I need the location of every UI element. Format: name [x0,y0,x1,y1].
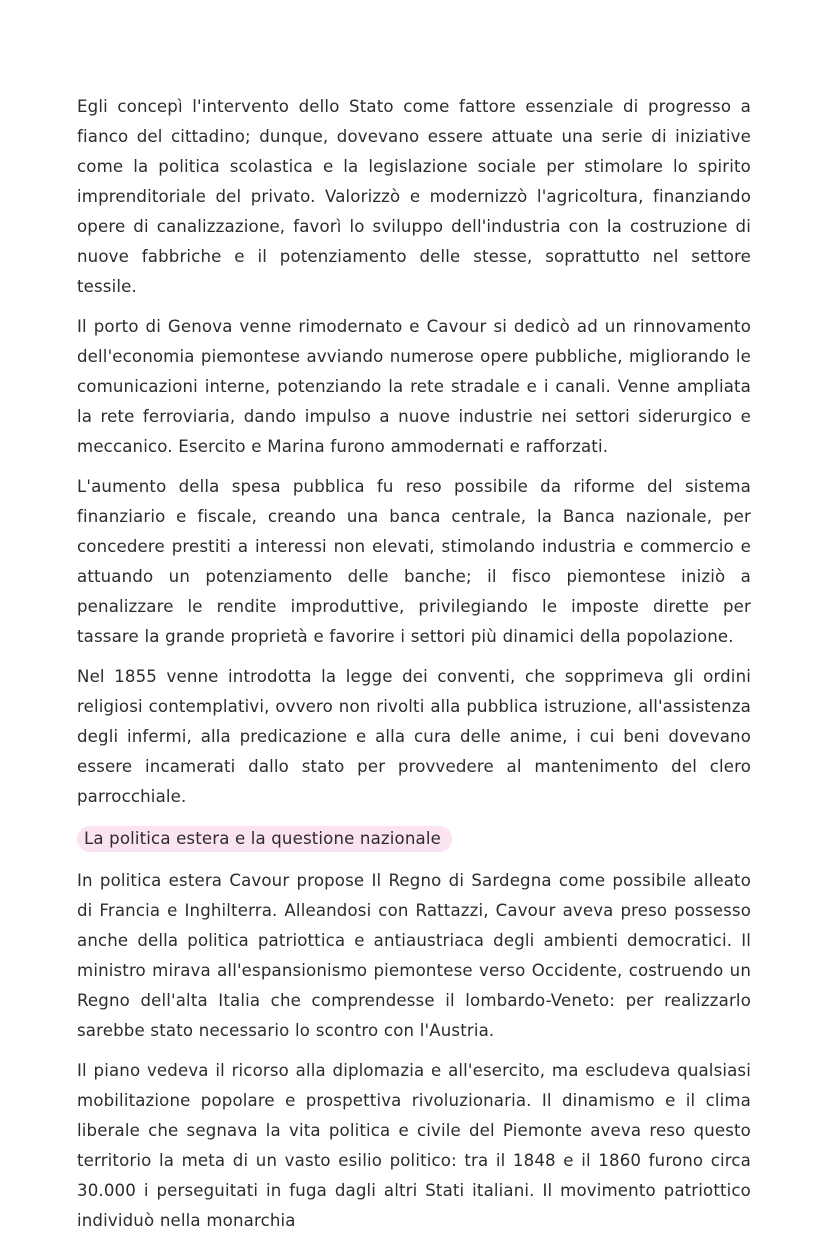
paragraph-6: Il piano vedeva il ricorso alla diplomazia e all'esercito, ma escludeva qualsiasi mobilitazione popolare e prospettiva rivoluzionaria. Il dinamismo e il clima liberale che segnava la vita politica e civile del Piemonte aveva reso questo territorio la meta di un vasto esilio politico: tra il 1848 e il 1860 furono circa 30.000 i perseguitati in fuga dagli altri Stati italiani. Il movimento patriottico individuò nella monarchia [77,1061,751,1230]
section-heading [77,824,751,854]
paragraph-2: Il porto di Genova venne rimodernato e Cavour si dedicò ad un rinnovamento dell'economia piemontese avviando numerose opere pubbliche, migliorando le comunicazioni interne, potenziando la rete stradale e i canali. Venne ampliata la rete ferroviaria, dando impulso a nuove industrie nei settori siderurgico e meccanico. Esercito e Marina furono ammodernati e rafforzati. [77,317,751,456]
highlighted-heading-text: La politica estera e la questione nazionale [77,826,452,852]
paragraph-5: In politica estera Cavour propose Il Regno di Sardegna come possibile alleato di Francia e Inghilterra. Alleandosi con Rattazzi, Cavour aveva preso possesso anche della politica patriottica e antiaustriaca degli ambienti democratici. Il ministro mirava all'espansionismo piemontese verso Occidente, costruendo un Regno dell'alta Italia che comprendesse il lombardo-Veneto: per realizzarlo sarebbe stato necessario lo scontro con l'Austria. [77,871,751,1040]
paragraph-3: L'aumento della spesa pubblica fu reso possibile da riforme del sistema finanziario e fiscale, creando una banca centrale, la Banca nazionale, per concedere prestiti a interessi non elevati, stimolando industria e commercio e attuando un potenziamento delle banche; il fisco piemontese iniziò a penalizzare le rendite improduttive, privilegiando le imposte dirette per tassare la grande proprietà e favorire i settori più dinamici della popolazione. [77,477,751,646]
paragraph-1: Egli concepì l'intervento dello Stato come fattore essenziale di progresso a fianco del cittadino; dunque, dovevano essere attuate una serie di iniziative come la politica scolastica e la legislazione sociale per stimolare lo spirito imprenditoriale del privato. Valorizzò e modernizzò l'agricoltura, finanziando opere di canalizzazione, favorì lo sviluppo dell'industria con la costruzione di nuove fabbriche e il potenziamento delle stesse, soprattutto nel settore tessile. [77,97,751,296]
document-body [77,92,751,1236]
paragraph-4: Nel 1855 venne introdotta la legge dei conventi, che sopprimeva gli ordini religiosi contemplativi, ovvero non rivolti alla pubblica istruzione, all'assistenza degli infermi, alla predicazione e alla cura delle anime, i cui beni dovevano essere incamerati dallo stato per provvedere al mantenimento del clero parrocchiale. [77,667,751,806]
